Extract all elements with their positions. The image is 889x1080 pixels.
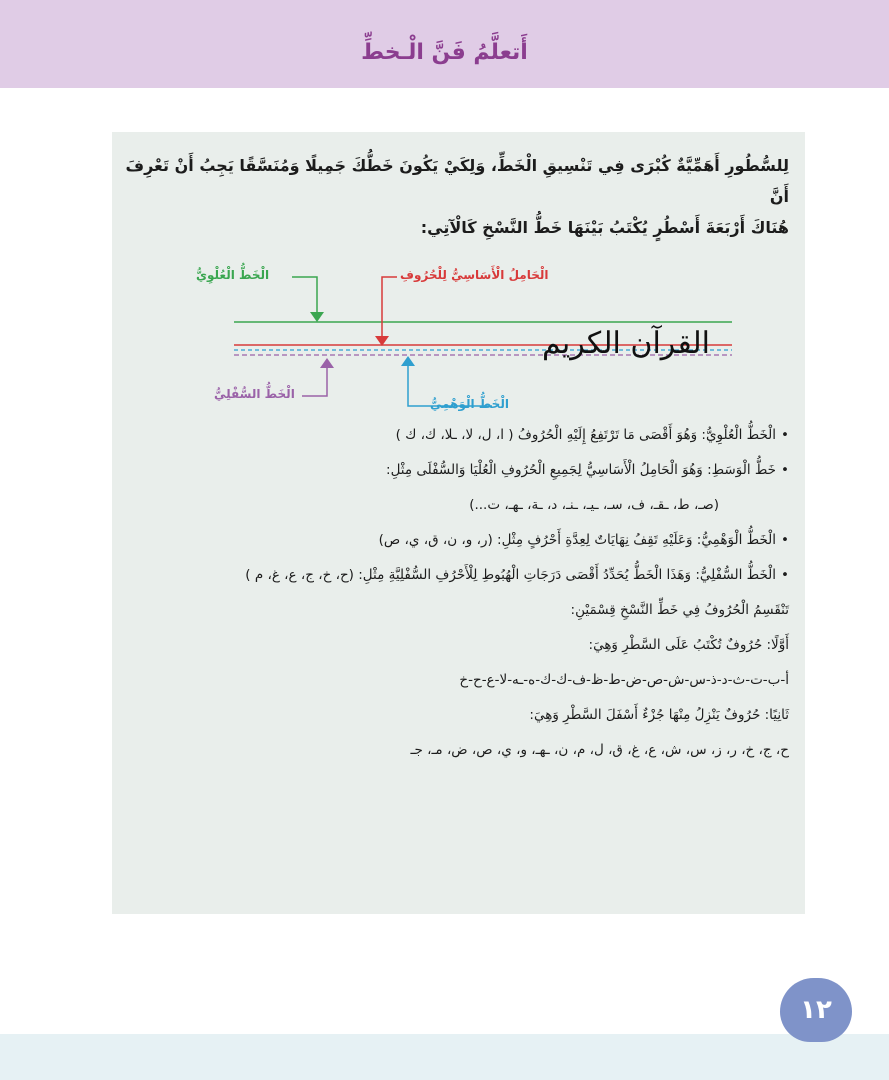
sample-calligraphy-text: القرآن الكريم xyxy=(541,326,710,361)
middle-line-examples: (صـ، ط، ـقـ، ف، سـ، ـيـ، ـنـ، د، ـة، ـهـ، ت...) xyxy=(469,497,719,513)
lower-line-label: الْخَطُّ السُّفْلِيُّ xyxy=(214,387,295,401)
page-title: أَتعلَّمُ فَنَّ الْـخطِّ xyxy=(361,40,528,65)
page-number: ١٢ xyxy=(800,995,832,1025)
lower-line-description: • الْخَطُّ السُّفْلِيُّ: وَهَذَا الْخَطُّ يُحَدِّدُ أَقْصَى دَرَجَاتِ الْهُبُوطِ لِلْأَحْرُفِ السُّفْلِيَّةِ مِثْلِ: (ح، خ، ج، ع، غ، م ) xyxy=(117,564,789,586)
upper-arrow-icon xyxy=(310,312,324,322)
upper-line-description: • الْخَطُّ الْعُلْوِيُّ: وَهُوَ أَقْصَى مَا تَرْتَفِعُ إِلَيْهِ الْحُرُوفُ ( ا، ل، لا، ـلا، ك، ك ) xyxy=(117,424,789,446)
base-arrow-line xyxy=(382,277,397,340)
intro-line-1: لِلسُّطُورِ أَهَمِّيَّةٌ كُبْرَى فِي تَنْسِيقِ الْخَطِّ، وَلِكَيْ يَكُونَ خَطُّكَ جَمِيلًا وَمُنَسَّقًا يَجِبُ أَنْ تَعْرِفَ أَنَّ xyxy=(125,156,789,206)
upper-arrow-line xyxy=(292,277,317,316)
writing-lines-diagram xyxy=(172,260,732,412)
imaginary-line-label: الْخَطُّ الْوَهْمِيُّ xyxy=(430,397,509,411)
first-group-heading: أَوَّلًا: حُرُوفٌ تُكْتَبُ عَلَى السَّطْرِ وَهِيَ: xyxy=(588,637,789,653)
intro-paragraph xyxy=(124,150,789,243)
imaginary-arrow-icon xyxy=(401,356,415,366)
imaginary-line-description: • الْخَطُّ الْوَهْمِيُّ: وَعَلَيْهِ تَقِفُ نِهَايَاتٌ لِعِدَّةِ أَحْرُفٍ مِثْلِ: (ر، و، ن، ق، ي، ص) xyxy=(117,529,789,551)
page-number-badge xyxy=(780,978,852,1042)
division-heading: تَنْقَسِمُ الْحُرُوفُ فِي خَطِّ النَّسْخِ قِسْمَيْنِ: xyxy=(570,602,789,618)
intro-line-2: هُنَاكَ أَرْبَعَةَ أَسْطُرٍ يُكْتَبُ بَيْنَهَا خَطُّ النَّسْخِ كَالْآتِي: xyxy=(420,218,789,237)
first-group-letters: أ-ب-ت-ث-د-ذ-س-ش-ص-ض-ط-ظ-ف-ك-ك-ه-ـه-لا-ع-ح-خ xyxy=(459,672,789,688)
upper-line-label: الْخَطُّ الْعُلْوِيُّ xyxy=(196,268,270,282)
explanation-list xyxy=(117,424,789,774)
footer-band xyxy=(0,1034,889,1080)
second-group-letters: ح، ج، خ، ر، ز، س، ش، ع، غ، ق، ل، م، ن، ـهـ، و، ي، ص، ض، مـ، جـ xyxy=(410,742,789,758)
base-line-label: الْحَامِلُ الْأَسَاسِيُّ لِلْحُرُوفِ xyxy=(400,268,549,282)
lower-arrow-icon xyxy=(320,358,334,368)
middle-line-description: • خَطُّ الْوَسَطِ: وَهُوَ الْحَامِلُ الْأَسَاسِيُّ لِجَمِيعِ الْحُرُوفِ الْعُلْيَا وَالسُّفْلَى مِثْلِ: xyxy=(117,459,789,481)
second-group-heading: ثَانِيًا: حُرُوفٌ يَنْزِلُ مِنْهَا جُزْءٌ أَسْفَلَ السَّطْرِ وَهِيَ: xyxy=(529,707,789,723)
lower-arrow-line xyxy=(302,366,327,396)
content-panel xyxy=(112,132,805,914)
